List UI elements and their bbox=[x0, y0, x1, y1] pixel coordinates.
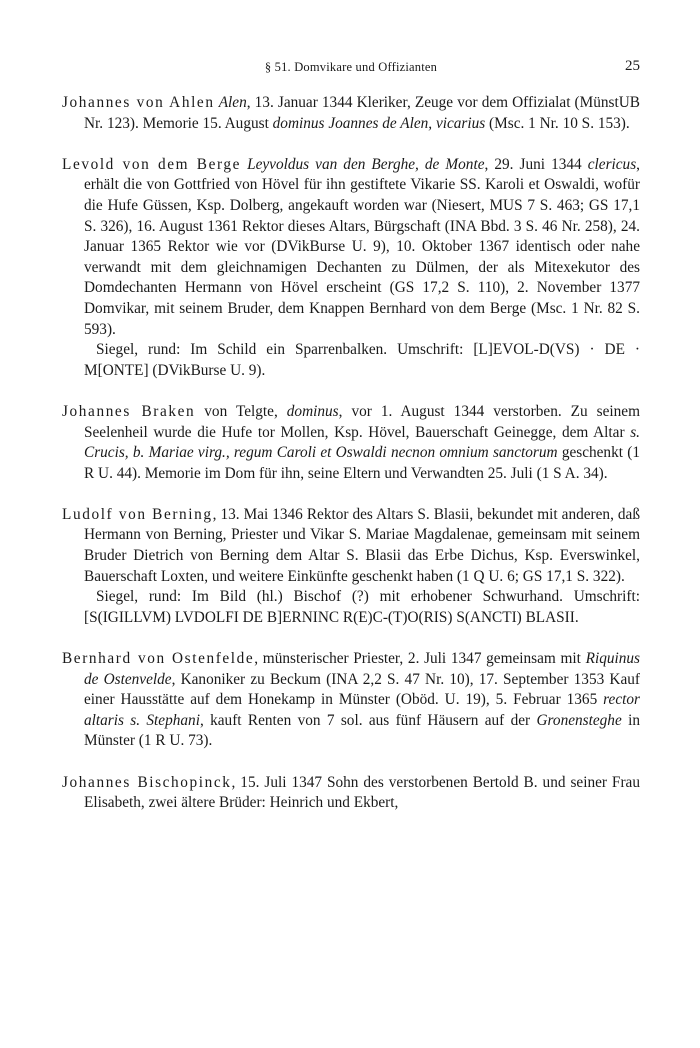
running-head: § 51. Domvikare und Offizianten bbox=[264, 60, 438, 74]
entry bbox=[62, 402, 640, 484]
entry-name: Bernhard von Ostenfelde bbox=[62, 650, 255, 668]
entry-paragraph bbox=[62, 649, 640, 752]
page-header bbox=[62, 58, 640, 78]
entry-name: Levold von dem Berge bbox=[62, 155, 242, 173]
text-run: , kauft Renten von 7 sol. aus fünf Häusern auf der bbox=[199, 711, 537, 729]
text-run: geschenkt (1 R U. 44). Memorie im Dom für ihn, seine Eltern und Verwandten 25. Juli (1 S A. 34). bbox=[84, 444, 640, 482]
entry bbox=[62, 649, 640, 752]
text-run: , 15. Juli 1347 Sohn des verstorbenen Bertold B. und seiner Frau Elisabeth, zwei ältere Brüder: Heinrich und Ekbert, bbox=[84, 773, 640, 812]
page-number: 25 bbox=[625, 58, 640, 74]
text-run: , Kanoniker zu Beckum (INA 2,2 S. 47 Nr. 10), 17. September 1353 Kauf einer Hausstätte auf dem Honekamp in Münster (Oböd. U. 19), 5. Februar 1365 bbox=[84, 670, 640, 709]
italic-text: Leyvoldus van den Berghe, de Monte bbox=[247, 155, 485, 173]
entry-name: Johannes von Ahlen bbox=[62, 94, 215, 111]
italic-text: rector altaris s. Stephani bbox=[84, 691, 640, 729]
entry bbox=[62, 773, 640, 814]
text-run: , 13. Januar 1344 Kleriker, Zeuge vor dem Offizialat (MünstUB Nr. 123). Memorie 15. August bbox=[84, 94, 641, 132]
text-run: Siegel, rund: Im Bild (hl.) Bischof (?) mit erhobener Schwurhand. Umschrift: [S(IGILLVM) LVDOLFI DE B]ERNINC R(E)C-(T)O(RIS) S(ANCTI) BLASII. bbox=[84, 588, 640, 626]
text-run: , erhält die von Gottfried von Hövel für ihn gestiftete Vikarie SS. Karoli et Oswaldi, wofür die Hufe Güssen, Ksp. Dolberg, angekauft worden war (Niesert, MUS 7 S. 463; GS 17,1 S. 326), 16. August 1361 Rektor dieses Altars, Bürgschaft (INA Bbd. 3 S. 46 Nr. 258), 24. Januar 1365 Rektor wie vor (DVikBurse U. 9), 10. Oktober 1367 identisch oder nahe verwandt mit dem gleichnamigen Dechanten zu Dülmen, der als Mitexekutor des Domdechanten Hermann von Hövel erscheint (GS 17,2 S. 110), 2. November 1377 Domvikar, mit seinem Bruder, dem Knappen Bernhard von dem Berge (Msc. 1 Nr. 82 S. 593). bbox=[84, 155, 640, 338]
text-run: Siegel, rund: Im Schild ein Sparrenbalken. Umschrift: [L]EVOL-D(VS) · DE · M[ONTE] (DVikBurse U. 9). bbox=[84, 341, 640, 379]
entry-paragraph bbox=[62, 93, 640, 134]
entry-paragraph bbox=[62, 773, 640, 814]
text-run: in Münster (1 R U. 73). bbox=[84, 711, 640, 750]
text-run: von Telgte, bbox=[195, 402, 287, 420]
text-run: , 29. Juni 1344 bbox=[484, 155, 588, 173]
italic-text: dominus bbox=[286, 402, 339, 420]
entry-paragraph bbox=[62, 155, 640, 340]
text-run: , vor 1. August 1344 verstorben. Zu seinem Seelenheil wurde die Hufe tor Mollen, Ksp. Hövel, Bauerschaft Geinegge, dem Altar bbox=[84, 402, 640, 441]
text-run: , münsterischer Priester, 2. Juli 1347 gemeinsam mit bbox=[254, 650, 586, 668]
entry bbox=[62, 155, 640, 382]
entry bbox=[62, 93, 640, 134]
seal-description bbox=[62, 340, 640, 381]
seal-description bbox=[62, 587, 640, 628]
entry bbox=[62, 505, 640, 629]
italic-text: s. Crucis, b. Mariae virg., regum Caroli et Oswaldi necnon omnium sanctorum bbox=[84, 423, 640, 462]
entries-list bbox=[62, 93, 640, 834]
text-run: , 13. Mai 1346 Rektor des Altars S. Blasii, bekundet mit anderen, daß Hermann von Berning, Priester und Vikar S. Mariae Magdalenae, gemeinsam mit seinem Bruder Dietrich von Berning dem Altar S. Blasii das Erbe Dichus, Ksp. Everswinkel, Bauerschaft Loxten, und weitere Einkünfte geschenkt haben (1 Q U. 6; GS 17,1 S. 322). bbox=[84, 505, 640, 585]
italic-text: dominus Joannes de Alen, vicarius bbox=[272, 114, 486, 132]
entry-paragraph bbox=[62, 505, 640, 587]
entry-name: Ludolf von Berning bbox=[62, 505, 213, 523]
italic-text: Riquinus de Ostenvelde bbox=[84, 650, 640, 688]
italic-text: Alen bbox=[218, 94, 247, 111]
italic-text: clericus bbox=[587, 155, 637, 173]
entry-paragraph bbox=[62, 402, 640, 484]
italic-text: Gronensteghe bbox=[536, 711, 622, 729]
entry-name: Johannes Braken bbox=[62, 402, 196, 420]
text-run: (Msc. 1 Nr. 10 S. 153). bbox=[485, 114, 630, 132]
entry-name: Johannes Bischopinck bbox=[62, 773, 232, 791]
